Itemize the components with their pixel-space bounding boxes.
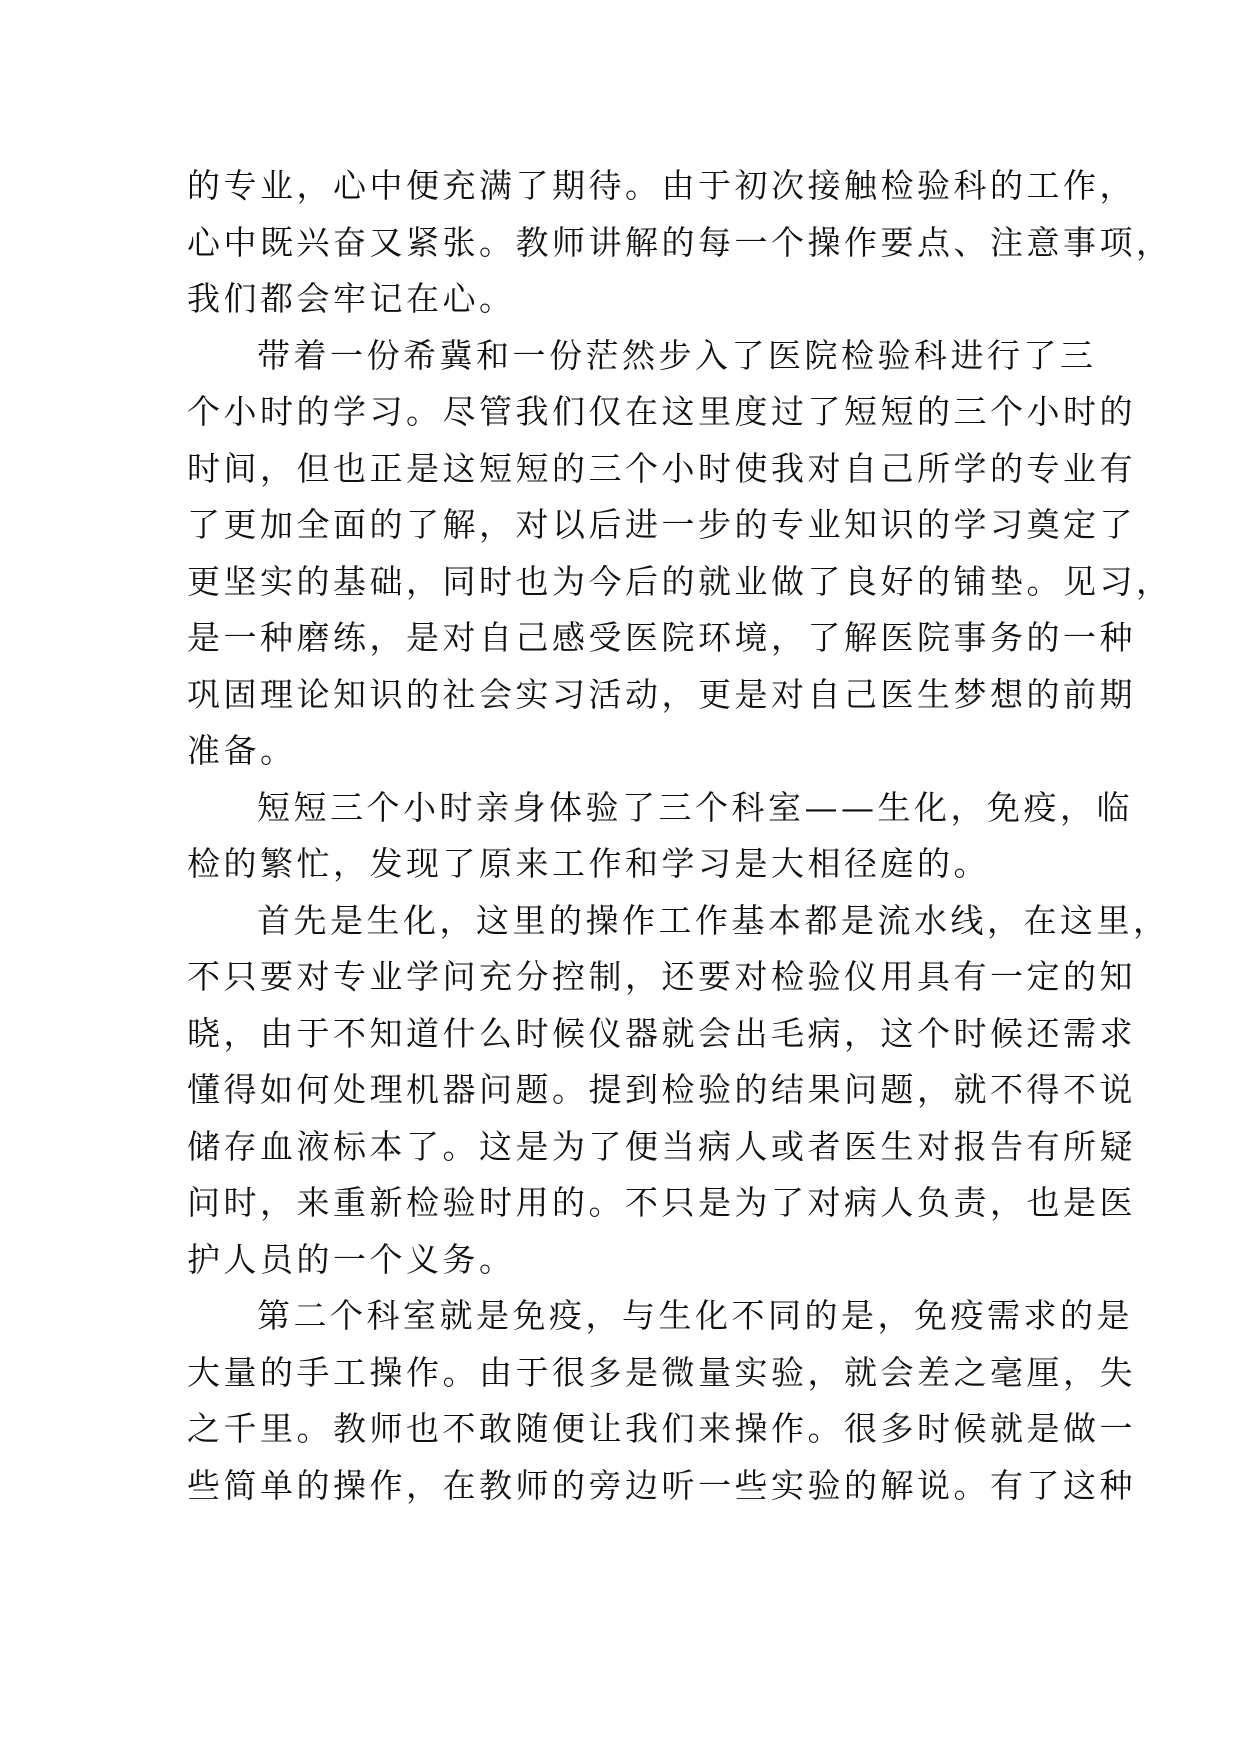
text-line: 短短三个小时亲身体验了三个科室——生化，免疫，临 <box>257 787 1133 827</box>
text-line: 是一种磨练，是对自己感受医院环境，了解医院事务的一种 <box>187 618 1136 657</box>
text-line: 首先是生化，这里的操作工作基本都是流水线，在这里， <box>257 900 1170 940</box>
text-line: 准备。 <box>187 731 297 770</box>
text-line: 大量的手工操作。由于很多是微量实验，就会差之毫厘，失 <box>187 1352 1136 1392</box>
text-line: 带着一份希冀和一份茫然步入了医院检验科进行了三 <box>257 335 1097 375</box>
text-line: 检的繁忙，发现了原来工作和学习是大相径庭的。 <box>187 844 990 883</box>
text-line: 些简单的操作，在教师的旁边听一些实验的解说。有了这种 <box>187 1465 1136 1505</box>
text-line: 懂得如何处理机器问题。提到检验的结果问题，就不得不说 <box>187 1070 1136 1109</box>
text-line: 时间，但也正是这短短的三个小时使我对自己所学的专业有 <box>187 448 1136 488</box>
text-line: 储存血液标本了。这是为了便当病人或者医生对报告有所疑 <box>187 1126 1136 1166</box>
body-text <box>187 158 1173 1514</box>
text-line: 不只要对专业学问充分控制，还要对检验仪用具有一定的知 <box>187 957 1136 996</box>
text-line: 个小时的学习。尽管我们仅在这里度过了短短的三个小时的 <box>187 392 1136 431</box>
text-line: 问时，来重新检验时用的。不只是为了对病人负责，也是医 <box>187 1183 1136 1222</box>
text-line: 的专业，心中便充满了期待。由于初次接触检验科的工作， <box>187 166 1136 205</box>
text-line: 更坚实的基础，同时也为今后的就业做了良好的铺垫。见习， <box>187 561 1173 601</box>
text-line: 之千里。教师也不敢随便让我们来操作。很多时候就是做一 <box>187 1409 1136 1448</box>
text-line: 巩固理论知识的社会实习活动，更是对自己医生梦想的前期 <box>187 674 1136 714</box>
text-line: 心中既兴奋又紧张。教师讲解的每一个操作要点、注意事项， <box>187 222 1173 262</box>
text-line: 晓，由于不知道什么时候仪器就会出毛病，这个时候还需求 <box>187 1013 1136 1053</box>
text-line: 我们都会牢记在心。 <box>187 279 516 318</box>
text-line: 了更加全面的了解，对以后进一步的专业知识的学习奠定了 <box>187 505 1136 544</box>
text-line: 第二个科室就是免疫，与生化不同的是，免疫需求的是 <box>257 1296 1133 1335</box>
text-line: 护人员的一个义务。 <box>187 1239 516 1279</box>
